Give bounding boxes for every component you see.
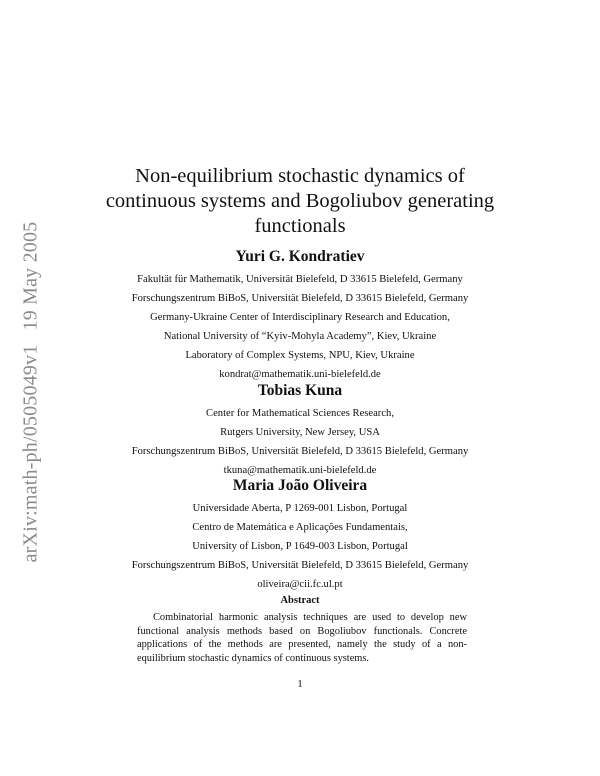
author-block-kondratiev <box>80 247 520 384</box>
affiliation-line: National University of “Kyiv-Mohyla Academy”, Kiev, Ukraine <box>163 331 437 342</box>
affiliation-line: Center for Mathematical Sciences Research, <box>206 408 394 419</box>
author-email[interactable]: kondrat@mathematik.uni-bielefeld.de <box>219 369 381 380</box>
arxiv-stamp <box>20 222 43 563</box>
affiliation-line: Germany-Ukraine Center of Interdisciplinary Research and Education, <box>150 312 450 323</box>
title-line: continuous systems and Bogoliubov generating <box>105 190 495 212</box>
affiliation-line: Laboratory of Complex Systems, NPU, Kiev, Ukraine <box>185 350 415 361</box>
author-email[interactable]: oliveira@cii.fc.ul.pt <box>257 579 343 590</box>
author-block-oliveira <box>80 476 520 594</box>
paper-title <box>100 164 500 239</box>
page-number: 1 <box>297 678 303 690</box>
author-name: Yuri G. Kondratiev <box>235 248 365 265</box>
author-name: Tobias Kuna <box>257 382 343 399</box>
affiliation-line: Forschungszentrum BiBoS, Universität Bielefeld, D 33615 Bielefeld, Germany <box>131 293 469 304</box>
affiliation-line: Forschungszentrum BiBoS, Universität Bielefeld, D 33615 Bielefeld, Germany <box>131 560 469 571</box>
abstract-body: Combinatorial harmonic analysis techniques are used to develop new functional analysis methods based on Bogoliubov functionals. Concrete applications of the methods are presented, namely the study of a non-equilibrium stochastic dynamics of continuous systems. <box>137 612 467 664</box>
title-line: Non-equilibrium stochastic dynamics of <box>135 165 465 187</box>
affiliation-line: Centro de Matemática e Aplicações Fundamentais, <box>192 522 408 533</box>
affiliation-line: Rutgers University, New Jersey, USA <box>220 427 380 438</box>
abstract-heading: Abstract <box>280 595 320 606</box>
affiliation-line: Fakultät für Mathematik, Universität Bielefeld, D 33615 Bielefeld, Germany <box>137 274 463 285</box>
arxiv-id: arXiv:math-ph/0505049v1 <box>19 344 42 563</box>
arxiv-date: 19 May 2005 <box>19 221 42 331</box>
affiliation-line: Forschungszentrum BiBoS, Universität Bielefeld, D 33615 Bielefeld, Germany <box>131 446 469 457</box>
title-line: functionals <box>254 215 346 237</box>
author-email[interactable]: tkuna@mathematik.uni-bielefeld.de <box>223 465 377 476</box>
author-block-kuna <box>80 381 520 480</box>
affiliation-line: University of Lisbon, P 1649-003 Lisbon, Portugal <box>192 541 408 552</box>
affiliation-line: Universidade Aberta, P 1269-001 Lisbon, Portugal <box>192 503 408 514</box>
author-name: Maria João Oliveira <box>232 477 368 494</box>
